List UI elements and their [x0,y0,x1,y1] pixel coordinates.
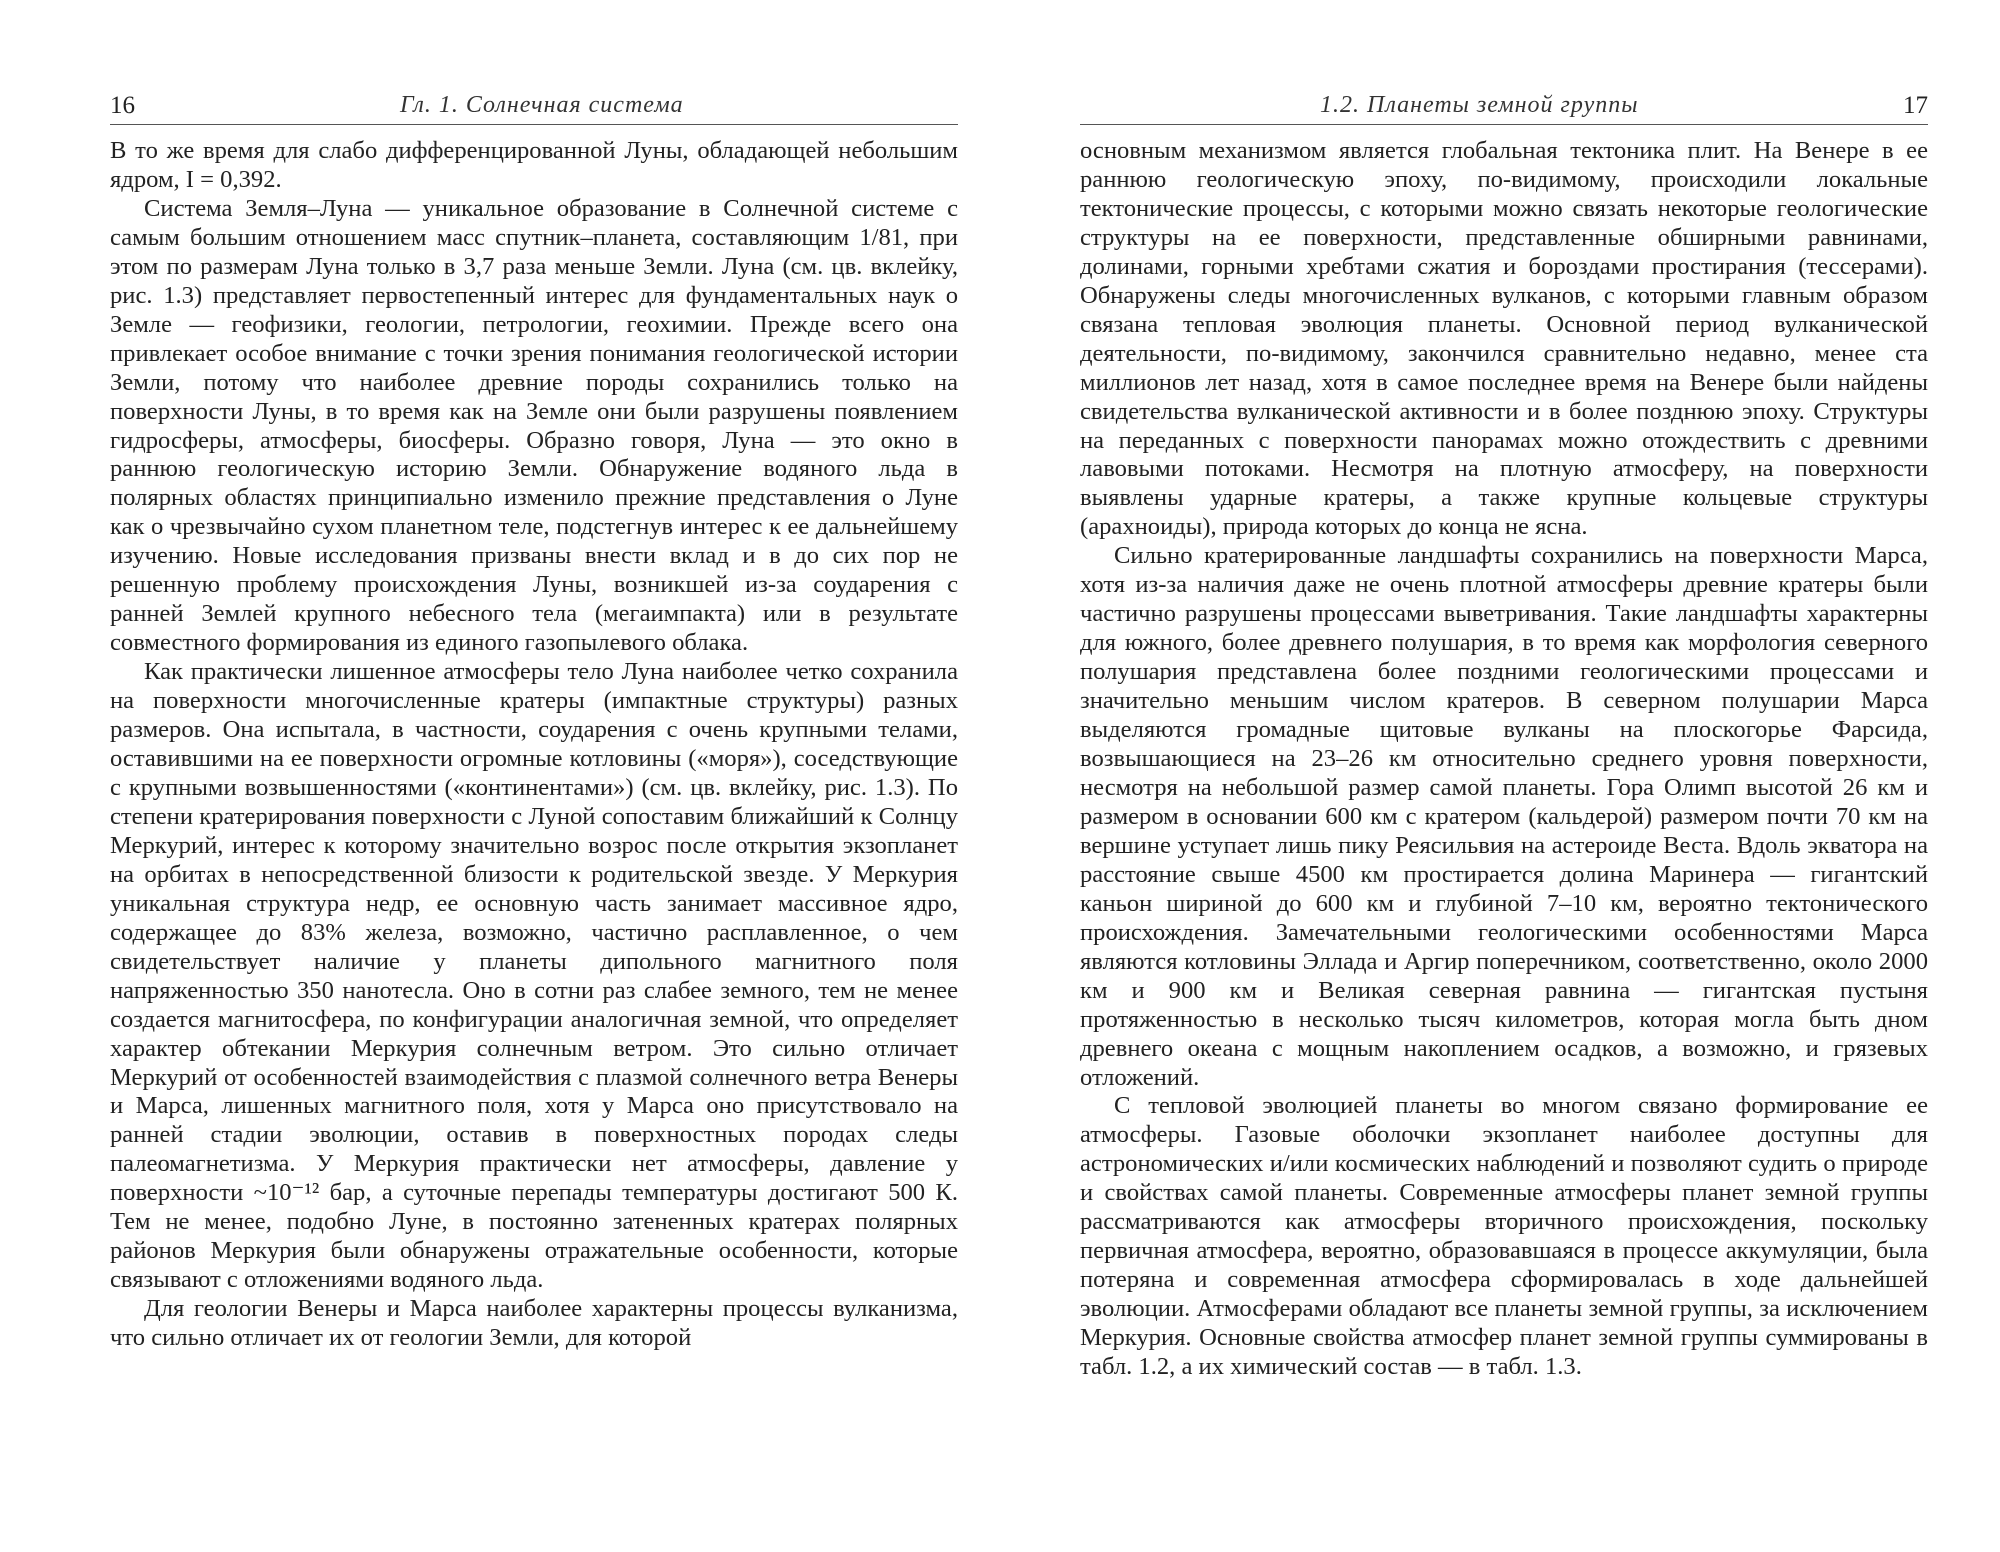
paragraph: С тепловой эволюцией планеты во многом связано формирование ее атмосферы. Газовые оболочки экзопланет наиболее доступны для астрономических и/или космических наблюдений и позволяют судить о природе и свойствах самой планеты. Современные атмосферы планет земной группы рассматриваются как атмосферы вторичного происхождения, поскольку первичная атмосфера, вероятно, образовавшаяся в процессе аккумуляции, была потеряна и современная атмосфера сформировалась в ходе дальнейшей эволюции. Атмосферами обладают все планеты земной группы, за исключением Меркурия. Основные свойства атмосфер планет земной группы суммированы в табл. 1.2, а их химический состав — в табл. 1.3. [1080,1092,1928,1381]
paragraph: Система Земля–Луна — уникальное образование в Солнечной системе с самым большим отношением масс спутник–планета, составляющим 1/81, при этом по размерам Луна только в 3,7 раза меньше Земли. Луна (см. цв. вклейку, рис. 1.3) представляет первостепенный интерес для фундаментальных наук о Земле — геофизики, геологии, петрологии, геохимии. Прежде всего она привлекает особое внимание с точки зрения понимания геологической истории Земли, потому что наиболее древние породы сохранились только на поверхности Луны, в то время как на Земле они были разрушены появлением гидросферы, атмосферы, биосферы. Образно говоря, Луна — это окно в раннюю геологическую историю Земли. Обнаружение водяного льда в полярных областях принципиально изменило прежние представления о Луне как о чрезвычайно сухом планетном теле, подстегнув интерес к ее дальнейшему изучению. Новые исследования призваны внести вклад и в до сих пор не решенную проблему происхождения Луны, возникшей из-за соударения с ранней Землей крупного небесного тела (мегаимпакта) или в результате совместного формирования из единого газопылевого облака. [110,194,958,657]
left-page [110,88,958,1353]
running-title-right: 1.2. Планеты земной группы [1320,92,1639,118]
left-page-body [110,137,958,1353]
right-page-body [1080,137,1928,1382]
page-number-right: 17 [1903,92,1928,119]
running-title-left: Гл. 1. Солнечная система [400,92,684,118]
left-page-header [110,88,958,125]
right-page-header [1080,88,1928,125]
paragraph: В то же время для слабо дифференцированной Луны, обладающей небольшим ядром, I = 0,392. [110,137,958,193]
paragraph: Для геологии Венеры и Марса наиболее характерны процессы вулканизма, что сильно отличает их от геологии Земли, для которой [110,1295,958,1352]
page-number-left: 16 [110,92,135,119]
paragraph: Сильно кратерированные ландшафты сохранились на поверхности Марса, хотя из-за наличия даже не очень плотной атмосферы древние кратеры были частично разрушены процессами выветривания. Такие ландшафты характерны для южного, более древнего полушария, в то время как морфология северного полушария представлена более поздними геологическими процессами и значительно меньшим числом кратеров. В северном полушарии Марса выделяются громадные щитовые вулканы на плоскогорье Фарсида, возвышающиеся на 23–26 км относительно среднего уровня поверхности, несмотря на небольшой размер самой планеты. Гора Олимп высотой 26 км и размером в основании 600 км с кратером (кальдерой) размером почти 70 км на вершине уступает лишь пику Реясильвия на астероиде Веста. Вдоль экватора на расстояние свыше 4500 км простирается долина Маринера — гигантский каньон шириной до 600 км и глубиной 7–10 км, вероятно тектонического происхождения. Замечательными геологическими особенностями Марса являются котловины Эллада и Аргир поперечником, соответственно, около 2000 км и 900 км и Великая северная равнина — гигантская пустыня протяженностью в несколько тысяч километров, которая могла быть дном древнего океана с мощным накоплением осадков, а возможно, и грязевых отложений. [1080,542,1928,1091]
paragraph: основным механизмом является глобальная тектоника плит. На Венере в ее раннюю геологическую эпоху, по-видимому, происходили локальные тектонические процессы, с которыми можно связать некоторые геологические структуры на ее поверхности, представленные обширными равнинами, долинами, горными хребтами сжатия и бороздами простирания (тессерами). Обнаружены следы многочисленных вулканов, с которыми главным образом связана тепловая эволюция планеты. Основной период вулканической деятельности, по-видимому, закончился сравнительно недавно, менее ста миллионов лет назад, хотя в самое последнее время на Венере были найдены свидетельства вулканической активности и в более позднюю эпоху. Структуры на переданных с поверхности панорамах можно отождествить с древними лавовыми потоками. Несмотря на плотную атмосферу, на поверхности выявлены ударные кратеры, а также крупные кольцевые структуры (арахноиды), природа которых до конца не ясна. [1080,137,1928,541]
paragraph: Как практически лишенное атмосферы тело Луна наиболее четко сохранила на поверхности многочисленные кратеры (импактные структуры) разных размеров. Она испытала, в частности, соударения с очень крупными телами, оставившими на ее поверхности огромные котловины («моря»), соседствующие с крупными возвышенностями («континентами») (см. цв. вклейку, рис. 1.3). По степени кратерирования поверхности с Луной сопоставим ближайший к Солнцу Меркурий, интерес к которому значительно возрос после открытия экзопланет на орбитах в непосредственной близости к родительской звезде. У Меркурия уникальная структура недр, ее основную часть занимает массивное ядро, содержащее до 83% железа, возможно, частично расплавленное, о чем свидетельствует наличие у планеты дипольного магнитного поля напряженностью 350 нанотесла. Оно в сотни раз слабее земного, тем не менее создается магнитосфера, по конфигурации аналогичная земной, что определяет характер обтекании Меркурия солнечным ветром. Это сильно отличает Меркурий от особенностей взаимодействия с плазмой солнечного ветра Венеры и Марса, лишенных магнитного поля, хотя у Марса оно присутствовало на ранней стадии эволюции, оставив в поверхностных породах следы палеомагнетизма. У Меркурия практически нет атмосферы, давление у поверхности ~10⁻¹² бар, а суточные перепады температуры достигают 500 К. Тем не менее, подобно Луне, в постоянно затененных кратерах полярных районов Меркурия были обнаружены отражательные особенности, которые связывают с отложениями водяного льда. [110,658,958,1294]
right-page [1080,88,1928,1382]
